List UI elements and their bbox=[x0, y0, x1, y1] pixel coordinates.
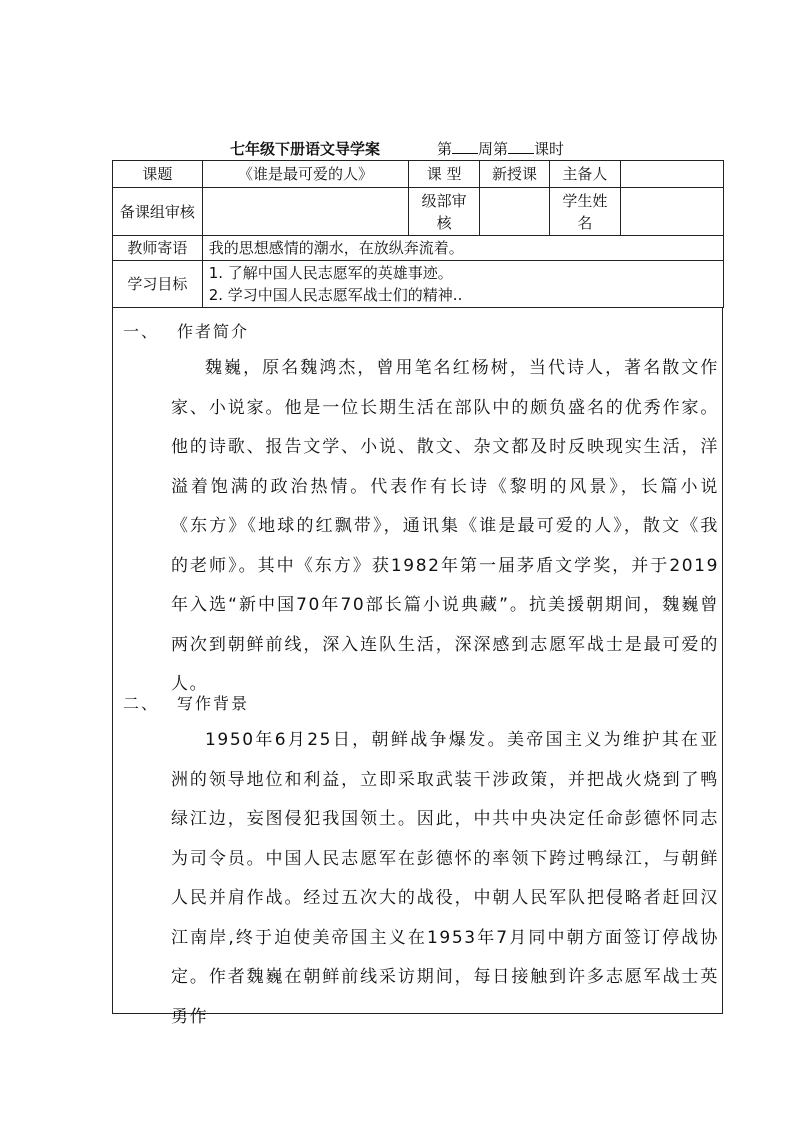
section-number: 二、 bbox=[123, 694, 160, 713]
background-paragraph: 1950年6月25日，朝鲜战争爆发。美帝国主义为维护其在亚洲的领导地位和利益，立即采取武装干涉政策，并把战火烧到了鸭绿江边，妄图侵犯我国领土。因此，中共中央决定任命彭德怀同志为司令员。中国人民志愿军在彭德怀的率领下跨过鸭绿江，与朝鲜人民并肩作战。经过五次大的战役，中朝人民军队把侵略者赶回汉江南岸,终于迫使美帝国主义在1953年7月同中朝方面签订停战协定。作者魏巍在朝鲜前线采访期间，每日接触到许多志愿军战士英勇作 bbox=[171, 730, 719, 1027]
teacher-message-label: 教师寄语 bbox=[113, 236, 203, 261]
grade-review-value[interactable] bbox=[479, 188, 549, 236]
week-blank bbox=[452, 139, 478, 154]
info-table bbox=[112, 160, 724, 308]
group-review-value[interactable] bbox=[202, 188, 409, 236]
section-number: 一、 bbox=[123, 322, 160, 341]
preparer-label: 主备人 bbox=[550, 161, 620, 188]
section-heading-author bbox=[123, 319, 249, 342]
learning-goals-value bbox=[202, 261, 723, 308]
topic-value: 《谁是最可爱的人》 bbox=[202, 161, 409, 188]
week-prefix: 第 bbox=[437, 140, 453, 158]
goal-1: 1. 了解中国人民志愿军的英雄事迹。 bbox=[208, 264, 453, 282]
teacher-message-value: 我的思想感情的潮水，在放纵奔流着。 bbox=[202, 236, 723, 261]
week-suffix: 课时 bbox=[534, 140, 565, 158]
learning-goals-label: 学习目标 bbox=[113, 261, 203, 308]
table-row bbox=[113, 236, 724, 261]
lesson-type-label: 课 型 bbox=[409, 161, 479, 188]
goal-2: 2. 学习中国人民志愿军战士们的精神.. bbox=[208, 286, 463, 304]
document-title: 七年级下册语文导学案 bbox=[230, 140, 381, 158]
section-title: 作者简介 bbox=[177, 322, 250, 341]
week-mid: 周第 bbox=[478, 140, 509, 158]
section-title: 写作背景 bbox=[177, 694, 250, 713]
section-heading-background bbox=[123, 691, 249, 714]
student-name-label: 学生姓名 bbox=[550, 188, 620, 236]
week-lesson-line bbox=[437, 138, 564, 159]
table-row bbox=[113, 261, 724, 308]
content-box bbox=[112, 307, 723, 1027]
table-row bbox=[113, 188, 724, 236]
grade-review-label: 级部审核 bbox=[409, 188, 479, 236]
author-intro-paragraph: 魏巍，原名魏鸿杰，曾用笔名红杨树，当代诗人，著名散文作家、小说家。他是一位长期生活在部队中的颇负盛名的优秀作家。他的诗歌、报告文学、小说、散文、杂文都及时反映现实生活，洋溢着饱满的政治热情。代表作有长诗《黎明的风景》，长篇小说《东方》《地球的红飘带》，通讯集《谁是最可爱的人》，散文《我的老师》。其中《东方》获1982年第一届茅盾文学奖，并于2019年入选“新中国70年70部长篇小说典藏”。抗美援朝期间，魏巍曾两次到朝鲜前线，深入连队生活，深深感到志愿军战士是最可爱的人。 bbox=[171, 358, 719, 694]
group-review-label: 备课组审核 bbox=[113, 188, 203, 236]
table-row bbox=[113, 161, 724, 188]
topic-label: 课题 bbox=[113, 161, 203, 188]
student-name-value[interactable] bbox=[620, 188, 723, 236]
lesson-type-value: 新授课 bbox=[479, 161, 549, 188]
page-header bbox=[112, 138, 723, 160]
lesson-blank bbox=[508, 139, 534, 154]
preparer-value[interactable] bbox=[620, 161, 723, 188]
